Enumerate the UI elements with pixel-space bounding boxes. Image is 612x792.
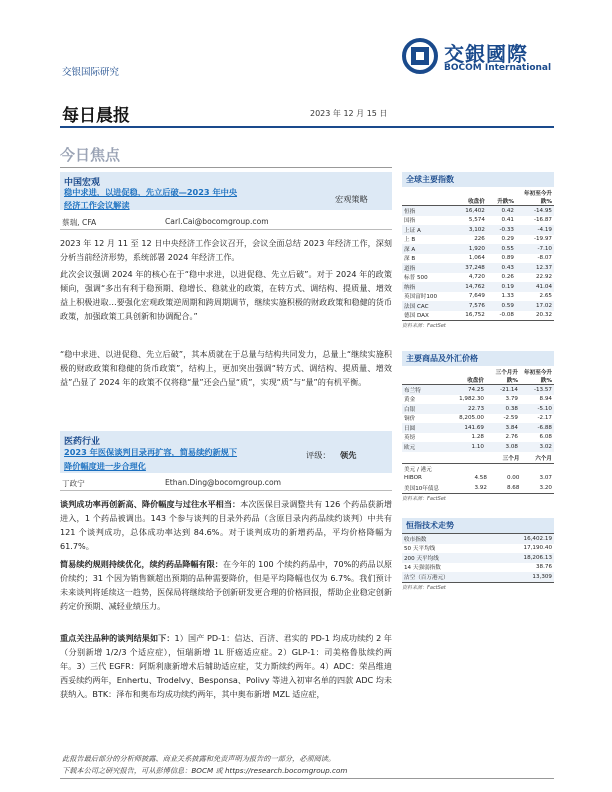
row-value: -21.14 xyxy=(499,386,518,393)
technical-source: 资料来源：FactSet xyxy=(402,582,554,591)
row-value: 38.76 xyxy=(535,564,552,571)
row-label: 恒指 xyxy=(404,208,416,215)
row-value: 1.33 xyxy=(501,293,514,300)
macro-paragraph-3: “稳中求进、以进促稳、先立后破”，其本质就在于总量与结构共同发力，总量上“继续实施积极的财政政策和稳健的货币政策”，结构上，更加突出强调“转方式、调结构、提质量、增效益”凸显了 2024 年的政策不仅将稳“量”还会凸显“质”，实现“质”与“量”的有机平衡。 xyxy=(60,349,392,387)
row-value: 3.20 xyxy=(539,484,552,491)
row-value: 1.10 xyxy=(471,443,484,450)
index-row xyxy=(402,206,554,216)
rates-table xyxy=(402,454,554,493)
row-value: 17,190.40 xyxy=(523,545,552,552)
row-value: 1,064 xyxy=(468,255,485,262)
row-label: 收市指数 xyxy=(404,536,427,543)
row-value: 226 xyxy=(474,236,485,243)
row-value: 0.42 xyxy=(501,207,514,214)
row-value: 37,248 xyxy=(465,264,485,271)
row-label: 纳指 xyxy=(404,284,416,291)
row-value: 16,402.19 xyxy=(523,535,552,542)
macro-paragraph-1: 2023 年 12 月 11 至 12 日中央经济工作会议召开，会议全面总结 2023 年经济工作，深刻分析当前经济形势，系统部署 2024 年经济工作。 xyxy=(60,238,392,262)
row-value: -16.87 xyxy=(533,217,552,224)
rate-row xyxy=(402,474,554,484)
row-label: 日圆 xyxy=(404,425,416,432)
technical-title: 恒指技术走势 xyxy=(402,518,554,533)
row-value: 4,720 xyxy=(468,274,485,281)
row-value: 22.73 xyxy=(467,405,484,412)
index-row xyxy=(402,244,554,254)
report-date: 2023 年 12 月 15 日 xyxy=(310,109,388,118)
row-value: 1.28 xyxy=(471,434,484,441)
row-value: -2.59 xyxy=(503,415,518,422)
row-value: 141.69 xyxy=(464,424,484,431)
technical-row xyxy=(402,563,554,573)
row-value: -0.08 xyxy=(499,312,514,319)
row-value: 3.07 xyxy=(539,475,552,482)
row-value: 12.37 xyxy=(535,264,552,271)
index-row xyxy=(402,311,554,321)
row-label: 上证 A xyxy=(404,227,421,234)
index-row xyxy=(402,254,554,264)
index-row xyxy=(402,282,554,292)
row-value: 0.38 xyxy=(505,405,518,412)
row-value: 0.26 xyxy=(501,274,514,281)
row-value: 16,752 xyxy=(465,312,485,319)
commodity-row xyxy=(402,404,554,414)
row-value: 3.02 xyxy=(539,443,552,450)
macro-category: 中国宏观 xyxy=(64,178,101,188)
row-value: 3.08 xyxy=(505,443,518,450)
macro-paragraph-2: 此次会议强调 2024 年的核心在于“稳中求进，以进促稳、先立后破”。对于 2024 年的政策倾向，强调“多出有利于稳预期、稳增长、稳就业的政策，在转方式、调结构、提质量、增效益上积极进取…要强化宏观政策逆周期和跨周期调节，继续实施积极的财政政策和稳健的货币政策，加强政策工具创新和协调配合。” xyxy=(60,269,392,321)
row-value: -2.17 xyxy=(537,415,552,422)
row-value: 8,205.00 xyxy=(459,415,484,422)
footer-disclaimer: 此报告最后部分的分析师披露、商业关系披露和免责声明为报告的一部分，必须阅读。 xyxy=(62,754,336,763)
commodities-table xyxy=(402,366,554,452)
pharma-paragraph-3 xyxy=(60,631,392,701)
commodities-source: 资料来源：FactSet xyxy=(402,493,554,502)
indices-title: 全球主要指数 xyxy=(402,172,554,187)
footer-rule xyxy=(60,778,554,779)
rate-row xyxy=(402,483,554,493)
macro-divider xyxy=(60,229,392,230)
index-row xyxy=(402,292,554,302)
indices-col-ytd: 年初至今升跌% xyxy=(516,187,554,206)
commodities-header-row xyxy=(402,366,554,385)
footer-download[interactable]: 下载本公司之研究报告，可从彭博信息：BOCM 或 https://research.bocomgroup.com xyxy=(62,766,348,775)
index-row xyxy=(402,301,554,311)
row-value: -4.19 xyxy=(537,226,552,233)
row-value: -8.07 xyxy=(537,255,552,262)
pharma-rating-label: 评级： xyxy=(306,450,331,460)
row-value: 3.92 xyxy=(474,484,487,491)
commodity-row xyxy=(402,423,554,433)
row-value: -6.88 xyxy=(537,424,552,431)
row-label: 标普 500 xyxy=(404,275,428,282)
indices-panel xyxy=(402,172,554,329)
row-value: 1,920 xyxy=(468,245,485,252)
row-label: 英国富时100 xyxy=(404,294,438,301)
row-label: 深 B xyxy=(404,256,416,263)
row-value: -19.97 xyxy=(533,236,552,243)
index-row xyxy=(402,273,554,283)
section-rule xyxy=(60,167,392,168)
row-label: 欧元 xyxy=(404,444,416,451)
commodities-col-close: 收盘价 xyxy=(437,366,486,385)
pharma-p1-body: 本次医保目录调整共有 126 个药品获新增进入，1 个药品被调出。143 个参与谈判的目录外药品（含原目录内药品续约谈判）中共有 121 个谈判成功，总体成功率达到 84.6%。对于谈判成功的新增药品，平均价格降幅为 61.7%。 xyxy=(60,499,392,551)
row-value: 0.00 xyxy=(506,475,520,482)
macro-headline-line2[interactable]: 经济工作会议解读 xyxy=(64,200,130,210)
pharma-p2-lead: 简易续约规则持续优化，续约药品降幅有限： xyxy=(60,559,223,569)
row-value: 0.29 xyxy=(501,236,514,243)
pharma-headline-line2[interactable]: 降价幅度进一步合理化 xyxy=(64,461,146,471)
row-label: 英镑 xyxy=(404,435,416,442)
commodity-row xyxy=(402,395,554,405)
pharma-headline-line1[interactable]: 2023 年医保谈判目录再扩容，简易续约新规下 xyxy=(64,447,238,457)
macro-tag: 宏观策略 xyxy=(335,194,368,204)
commodities-col-ytd: 年初至今升跌% xyxy=(520,366,554,385)
row-label: 200 天平均线 xyxy=(404,555,439,562)
indices-col-change: 升跌% xyxy=(487,187,516,206)
pharma-header-box xyxy=(60,431,392,473)
row-value: 0.19 xyxy=(501,283,514,290)
rates-col-3m: 三个月 xyxy=(489,454,522,464)
technical-row xyxy=(402,544,554,554)
index-row xyxy=(402,263,554,273)
row-value: 20.32 xyxy=(535,312,552,319)
indices-header-row xyxy=(402,187,554,206)
row-value: 14,762 xyxy=(465,283,485,290)
pharma-rating: 领先 xyxy=(340,450,357,460)
technical-row xyxy=(402,553,554,563)
technical-row xyxy=(402,534,554,544)
row-value: 3.84 xyxy=(505,424,518,431)
row-value: 3,102 xyxy=(468,226,485,233)
row-value: -14.95 xyxy=(533,207,552,214)
row-label: 道指 xyxy=(404,265,416,272)
row-value: 4.58 xyxy=(474,475,487,482)
row-value: 8.68 xyxy=(506,484,520,491)
macro-author: 蔡瑞, CFA xyxy=(62,218,97,227)
row-value: -0.33 xyxy=(499,226,514,233)
row-value: 0.89 xyxy=(501,255,514,262)
row-value: -7.10 xyxy=(537,245,552,252)
row-label: HIBOR xyxy=(404,475,422,482)
row-value: 2.76 xyxy=(505,434,518,441)
macro-email[interactable]: Carl.Cai@bocomgroup.com xyxy=(165,217,269,226)
row-value xyxy=(489,464,522,474)
row-value: 0.43 xyxy=(501,264,514,271)
row-value xyxy=(463,464,489,474)
row-label: 法国 CAC xyxy=(404,303,429,310)
row-label: 铜价 xyxy=(404,416,416,423)
section-title: 今日焦点 xyxy=(60,146,121,164)
row-value: 17.02 xyxy=(535,302,552,309)
row-label: 布兰特 xyxy=(404,387,421,394)
row-value: 6.08 xyxy=(539,434,552,441)
commodities-title: 主要商品及外汇价格 xyxy=(402,351,554,366)
rates-col-6m: 六个月 xyxy=(521,454,554,464)
row-label: 黄金 xyxy=(404,397,416,404)
row-label: 白银 xyxy=(404,406,416,413)
row-label: 沽空（百万港元） xyxy=(404,574,449,581)
bocom-logo-icon xyxy=(402,38,438,74)
technical-row xyxy=(402,572,554,582)
row-value: 13,309 xyxy=(532,573,552,580)
rates-header-row xyxy=(402,454,554,464)
row-value: 2.65 xyxy=(539,293,552,300)
pharma-p3-body: 1）国产 PD-1：信达、百济、君实的 PD-1 均成功续约 2 年（分别新增 1/2/3 个适应症），恒瑞新增 1L 肝癌适应症。2）GLP-1：司美格鲁肽续约两年。3）三代 EGFR：阿斯利康新增术后辅助适应症，艾力斯续约两年。4）ADC：荣昌维迪西妥续约两年，Enhertu、Trodelvy、Besponsa、Polivy 等进入初审名单的四款 ADC 均未获纳入。BTK：泽布和奥布均成功续约两年，其中奥布新增 MZL 适应症， xyxy=(60,633,392,699)
row-label: 美元 / 港元 xyxy=(404,466,432,473)
indices-source: 资料来源：FactSet xyxy=(402,320,554,329)
pharma-email[interactable]: Ethan.Ding@bocomgroup.com xyxy=(165,478,282,487)
commodity-row xyxy=(402,414,554,424)
row-value: 0.41 xyxy=(501,217,514,224)
row-label: 德国 DAX xyxy=(404,313,429,320)
row-value: 8.94 xyxy=(539,396,552,403)
commodity-row xyxy=(402,433,554,443)
indices-col-close: 收盘价 xyxy=(454,187,487,206)
row-label: 国指 xyxy=(404,218,416,225)
row-value: -5.10 xyxy=(537,405,552,412)
pharma-category: 医药行业 xyxy=(64,437,101,447)
commodity-row xyxy=(402,442,554,452)
row-value: 1,982.30 xyxy=(459,396,484,403)
row-value: 7,649 xyxy=(468,293,485,300)
row-value: 16,402 xyxy=(465,207,485,214)
macro-headline-line1[interactable]: 稳中求进，以进促稳，先立后破—2023 年中央 xyxy=(64,187,238,197)
index-row xyxy=(402,225,554,235)
row-label: 深 A xyxy=(404,246,416,253)
header-rule xyxy=(60,126,554,128)
index-row xyxy=(402,235,554,245)
pharma-paragraph-1 xyxy=(60,497,392,553)
row-value: 0.59 xyxy=(501,302,514,309)
row-value: 0.55 xyxy=(501,245,514,252)
technical-table xyxy=(402,533,554,582)
row-value: 22.92 xyxy=(535,274,552,281)
pharma-p2-body: 在今年的 100 个续约药品中，70%的药品以原价续约；31 个因为销售额超出预期的品种需要降价，但是平均降幅也仅为 6.7%。我们预计未来谈判将延续这一趋势，医保局将继续给予创新研发更合理的价格回报，帮助企业稳定创新药定价预期、减轻业绩压力。 xyxy=(60,559,392,611)
row-label: 美国10年债息 xyxy=(404,485,440,492)
pharma-paragraph-2 xyxy=(60,557,392,613)
row-value: 5,574 xyxy=(468,217,485,224)
macro-header-box xyxy=(60,172,392,210)
pharma-author: 丁政宁 xyxy=(62,479,85,488)
row-value: -13.57 xyxy=(533,386,552,393)
logo-chinese: 交銀國際 xyxy=(444,42,528,66)
brand-label: 交银国际研究 xyxy=(62,67,120,78)
row-label: 上 B xyxy=(404,237,416,244)
indices-table xyxy=(402,187,554,320)
pharma-p1-lead: 谈判成功率再创新高、降价幅度与过往水平相当： xyxy=(60,499,241,509)
commodities-panel xyxy=(402,351,554,502)
technical-panel xyxy=(402,518,554,591)
page-title: 每日晨报 xyxy=(62,106,130,126)
pharma-p3-lead: 重点关注品种的谈判结果如下： xyxy=(60,633,175,643)
pharma-divider xyxy=(60,490,392,491)
index-row xyxy=(402,216,554,226)
row-label: 14 天强弱指数 xyxy=(404,565,441,572)
row-value: 41.04 xyxy=(535,283,552,290)
row-value: 74.25 xyxy=(467,386,484,393)
row-label: 50 天平均线 xyxy=(404,546,436,553)
commodities-col-3m: 三个月升跌% xyxy=(486,366,520,385)
logo-english: BOCOM International xyxy=(444,63,552,73)
row-value: 3.79 xyxy=(505,396,518,403)
bocom-logo xyxy=(402,36,592,76)
row-value: 7,576 xyxy=(468,302,485,309)
rate-row xyxy=(402,464,554,474)
row-value: 18,206.13 xyxy=(523,554,552,561)
commodity-row xyxy=(402,385,554,395)
